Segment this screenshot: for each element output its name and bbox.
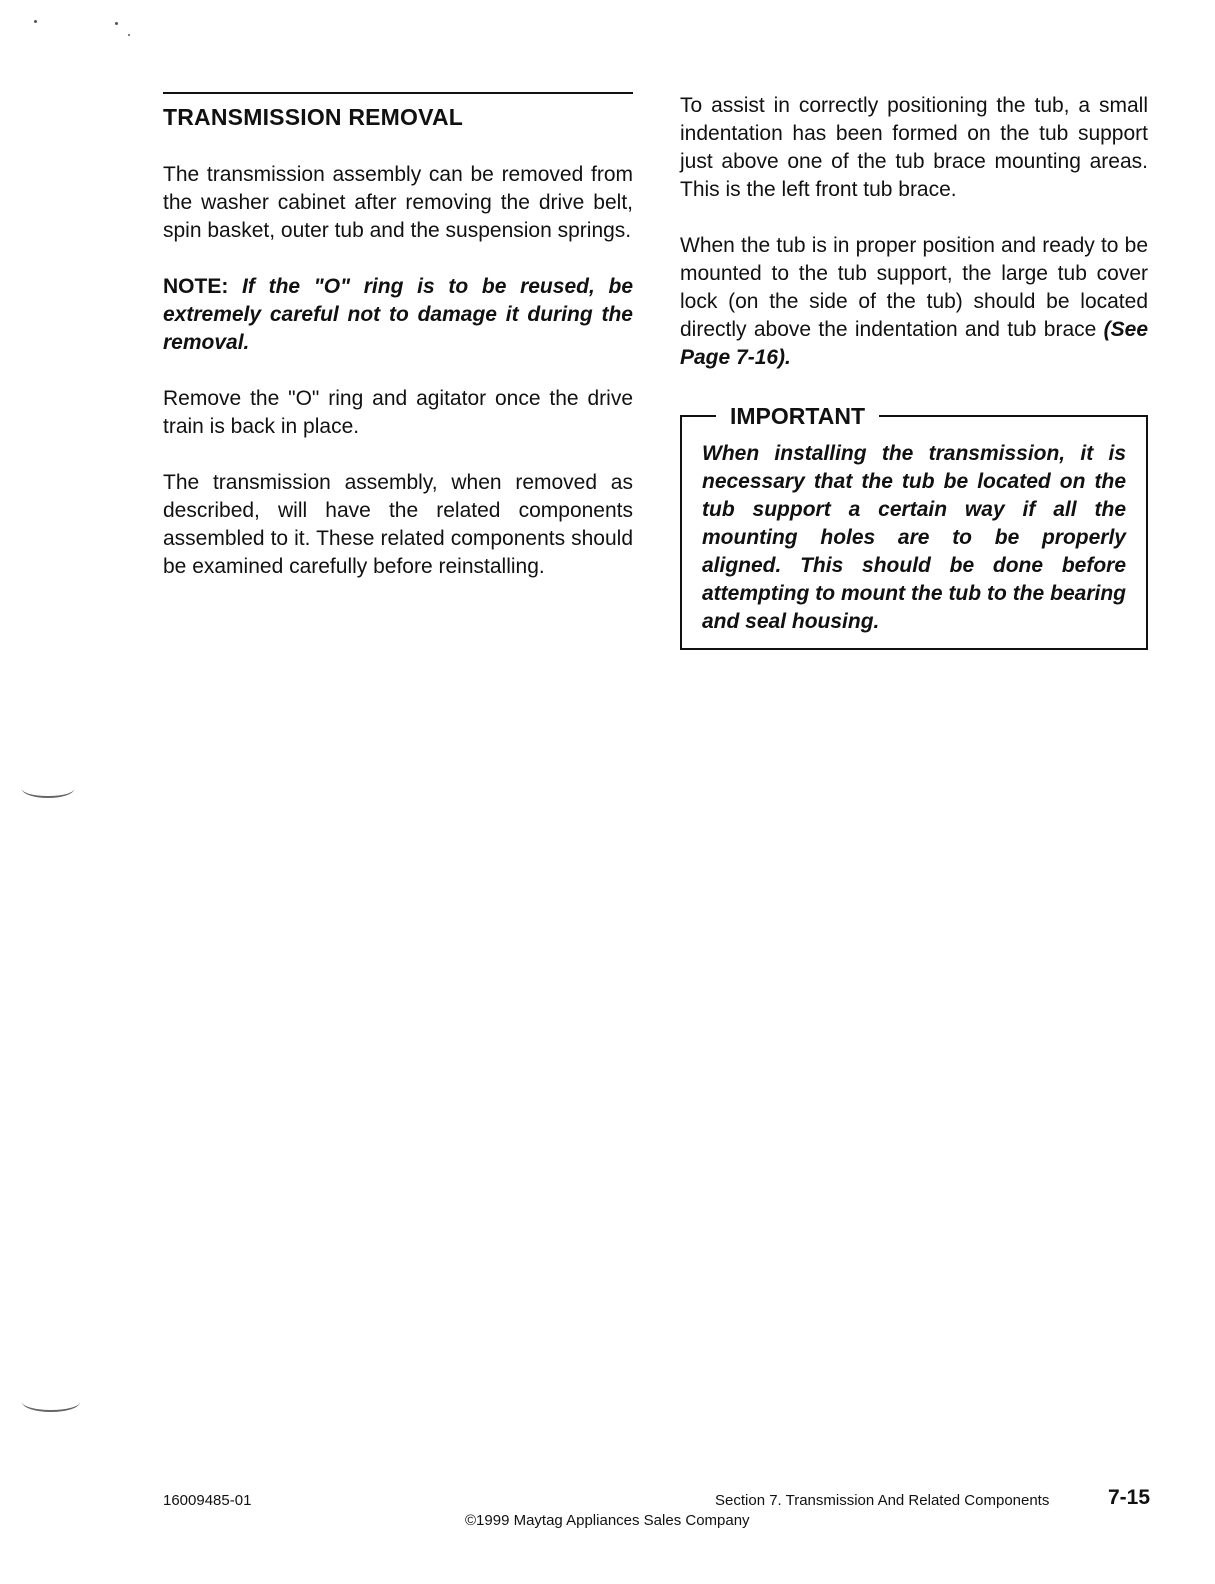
copyright: ©1999 Maytag Appliances Sales Company [465,1512,750,1529]
scan-speck [34,20,37,23]
important-rule-left [680,415,716,417]
paragraph-tub-position [680,232,1148,372]
scan-speck [128,34,130,36]
heading-rule [163,92,633,94]
important-callout [680,403,1148,650]
page-reference: (See Page 7-16). [680,318,1148,369]
scan-speck [115,22,118,25]
section-label: Section 7. Transmission And Related Components [715,1492,1050,1509]
important-title: IMPORTANT [716,402,879,430]
important-header [680,402,1148,430]
section-title: TRANSMISSION REMOVAL [163,104,464,130]
note-label: NOTE: [163,275,229,298]
right-column [680,92,1148,650]
page-number: 7-15 [1108,1486,1151,1509]
paragraph-removal-intro: The transmission assembly can be removed from the washer cabinet after removing the drive belt, spin basket, outer tub and the suspension springs. [163,163,633,242]
document-number: 16009485-01 [163,1492,252,1509]
important-text: When installing the transmission, it is necessary that the tub be located on the tub support a certain way if all the mounting holes are to be properly aligned. This should be done before attempting to mount the tub to the bearing and seal housing. [702,442,1126,633]
paragraph-positioning: To assist in correctly positioning the tub, a small indentation has been formed on the tub support just above one of the tub brace mounting areas. This is the left front tub brace. [680,94,1148,201]
important-rule-right [879,415,1148,417]
paragraph-tub-position-text: When the tub is in proper position and ready to be mounted to the tub support, the large tub cover lock (on the side of the tub) should be located directly above the indentation and tub brace [680,234,1148,341]
left-column [163,92,633,609]
note-text: If the "O" ring is to be reused, be extremely careful not to damage it during the removal. [163,275,633,354]
note-paragraph [163,273,633,357]
paragraph-components: The transmission assembly, when removed as described, will have the related components assembled to it. These related components should be examined carefully before reinstalling. [163,471,633,578]
scan-mark [22,780,74,798]
paragraph-o-ring: Remove the "O" ring and agitator once the drive train is back in place. [163,387,633,438]
scan-mark [22,1392,80,1412]
